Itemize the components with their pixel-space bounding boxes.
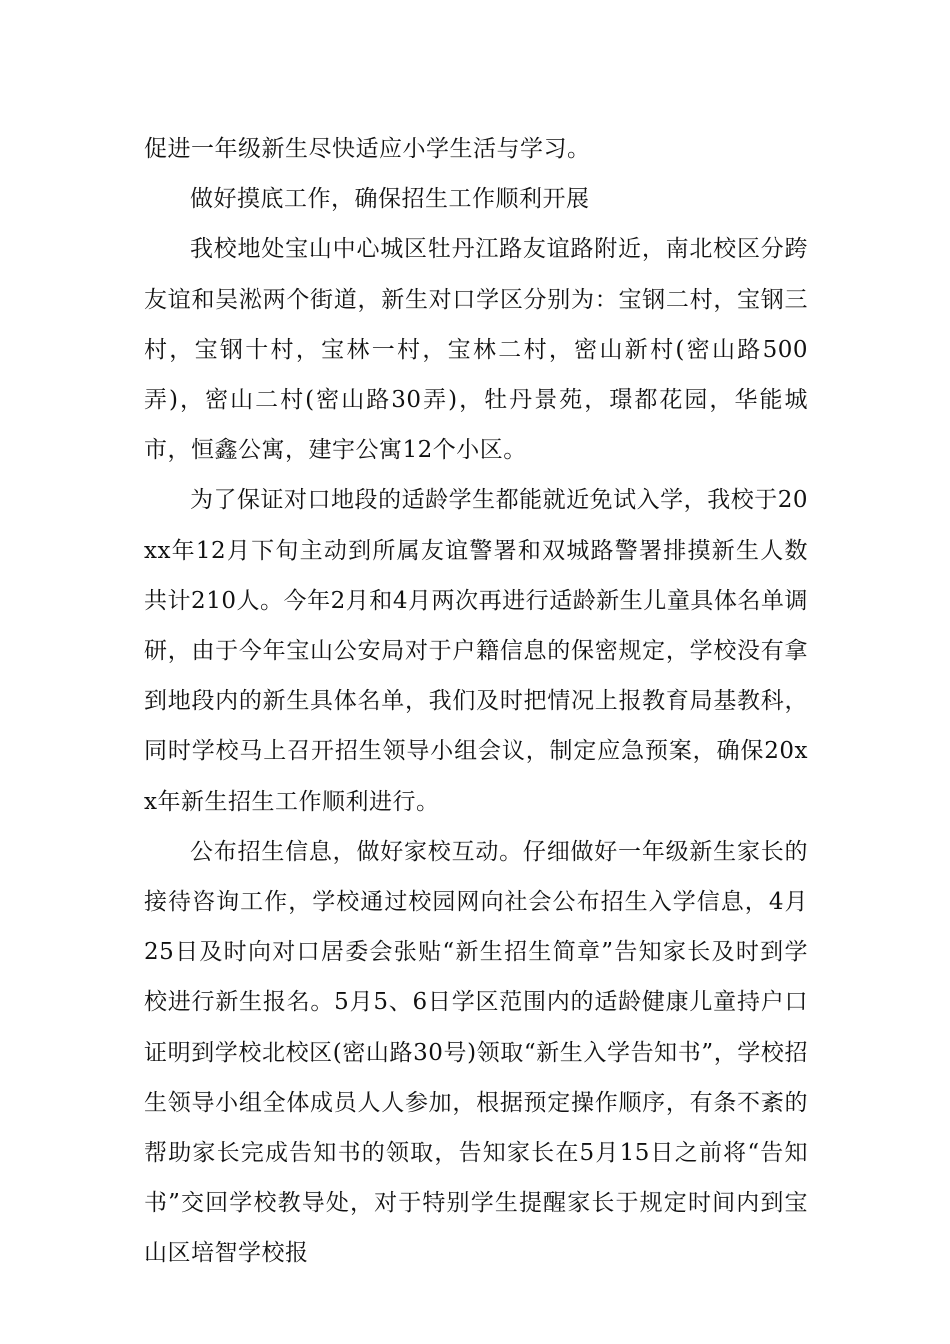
- section-heading: 做好摸底工作，确保招生工作顺利开展: [190, 186, 590, 213]
- paragraph-school-location: 我校地处宝山中心城区牡丹江路友谊路附近，南北校区分跨友谊和吴淞两个街道，新生对口学区分别为：宝钢二村，宝钢三村，宝钢十村，宝林一村，宝林二村，密山新村(密山路500弄)，密山二村(密山路30弄)，牡丹景苑，璟都花园，华能城市，恒鑫公寓，建宇公寓12个小区。: [144, 236, 808, 464]
- document-page: [144, 124, 808, 1279]
- paragraph-enrollment-survey: 为了保证对口地段的适龄学生都能就近免试入学，我校于20xx年12月下旬主动到所属友谊警署和双城路警署排摸新生人数共计210人。今年2月和4月两次再进行适龄新生儿童具体名单调研，由于今年宝山公安局对于户籍信息的保密规定，学校没有拿到地段内的新生具体名单，我们及时把情况上报教育局基教科，同时学校马上召开招生领导小组会议，制定应急预案，确保20xx年新生招生工作顺利进行。: [144, 487, 808, 815]
- paragraph-continuation: 促进一年级新生尽快适应小学生活与学习。: [144, 136, 591, 162]
- paragraph-enrollment-info: 公布招生信息，做好家校互动。仔细做好一年级新生家长的接待咨询工作，学校通过校园网向社会公布招生入学信息，4月25日及时向对口居委会张贴“新生招生简章”告知家长及时到学校进行新生报名。5月5、6日学区范围内的适龄健康儿童持户口证明到学校北校区(密山路30号)领取“新生入学告知书”，学校招生领导小组全体成员人人参加，根据预定操作顺序，有条不紊的帮助家长完成告知书的领取，告知家长在5月15日之前将“告知书”交回学校教导处，对于特别学生提醒家长于规定时间内到宝山区培智学校报: [144, 838, 808, 1267]
